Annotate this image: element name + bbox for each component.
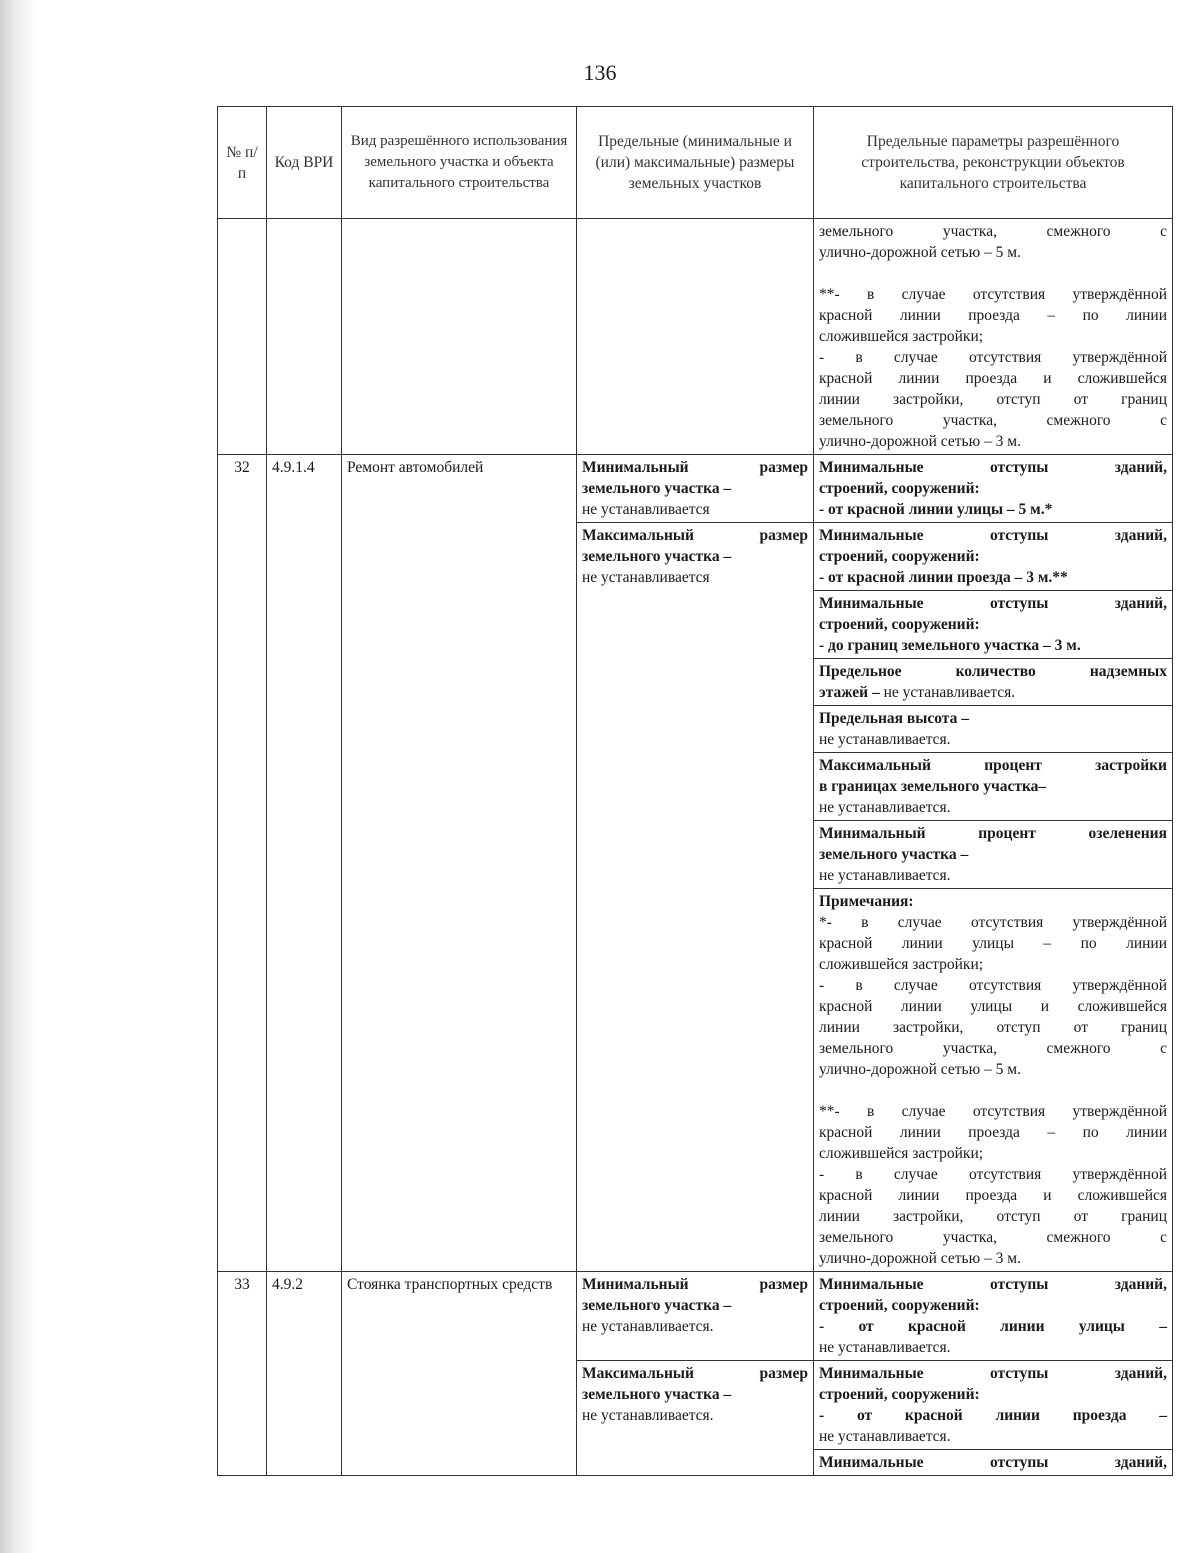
table-row-32 [218, 455, 1173, 523]
row32-max-size: Максимальный размер земельного участка – не устанавливается [577, 523, 814, 1272]
row32-param-3: Минимальные отступы зданий, строений, сооружений: - до границ земельного участка – 3 м. [814, 591, 1173, 659]
row32-notes: Примечания: *- в случае отсутствия утверждённой красной линии улицы – по линии сложившейся застройки; - в случае отсутствия утверждённой красной линии улицы и сложившейся линии застройки, отступ от границ земельного участка, смежного с улично-дорожной сетью – 5 м. **- в случае отсутствия утверждённой красной линии проезда – по линии сложившейся застройки; - в случае отсутствия утверждённой красной линии проезда и сложившейся линии застройки, отступ от границ земельного участка, смежного с улично-дорожной сетью – 3 м. [814, 889, 1173, 1272]
row32-param-5: Предельная высота – не устанавливается. [814, 706, 1173, 753]
row33-min-size: Минимальный размер земельного участка – не устанавливается. [577, 1272, 814, 1361]
row33-param-2: Минимальные отступы зданий, строений, сооружений: - от красной линии проезда – не устанавливается. [814, 1361, 1173, 1450]
table-row-33 [218, 1272, 1173, 1361]
table-header-row [218, 107, 1173, 219]
row32-param-1: Минимальные отступы зданий, строений, сооружений: - от красной линии улицы – 5 м.* [814, 455, 1173, 523]
row32-param-2: Минимальные отступы зданий, строений, сооружений: - от красной линии проезда – 3 м.** [814, 523, 1173, 591]
header-num: № п/п [218, 107, 267, 219]
row32-num: 32 [218, 455, 267, 1272]
row32-param-4: Предельное количество надземных этажей – не устанавливается. [814, 659, 1173, 706]
row33-kind: Стоянка транспортных средств [342, 1272, 577, 1476]
row32-min-size: Минимальный размер земельного участка – не устанавливается [577, 455, 814, 523]
header-code: Код ВРИ [267, 107, 342, 219]
row33-param-1: Минимальные отступы зданий, строений, сооружений: - от красной линии улицы – не устанавливается. [814, 1272, 1173, 1361]
row32-kind: Ремонт автомобилей [342, 455, 577, 1272]
row33-num: 33 [218, 1272, 267, 1476]
land-use-table [217, 106, 1173, 1476]
row32-code: 4.9.1.4 [267, 455, 342, 1272]
page-number: 136 [583, 60, 617, 85]
row33-code: 4.9.2 [267, 1272, 342, 1476]
table-row-continued [218, 219, 1173, 455]
row32-param-6: Максимальный процент застройки в границах земельного участка– не устанавливается. [814, 753, 1173, 821]
continued-params-cell: земельного участка, смежного с улично-дорожной сетью – 5 м. **- в случае отсутствия утверждённой красной линии проезда – по линии сложившейся застройки; - в случае отсутствия утверждённой красной линии проезда и сложившейся линии застройки, отступ от границ земельного участка, смежного с улично-дорожной сетью – 3 м. [814, 219, 1173, 455]
header-sizes: Предельные (минимальные и (или) максимальные) размеры земельных участков [577, 107, 814, 219]
header-kind: Вид разрешённого использования земельного участка и объекта капитального строительства [342, 107, 577, 219]
row33-max-size: Максимальный размер земельного участка – не устанавливается. [577, 1361, 814, 1476]
scan-edge-shadow [0, 0, 38, 1553]
header-params: Предельные параметры разрешённого строительства, реконструкции объектов капитального строительства [814, 107, 1173, 219]
row33-param-3: Минимальные отступы зданий, [814, 1450, 1173, 1476]
row32-param-7: Минимальный процент озеленения земельного участка – не устанавливается. [814, 821, 1173, 889]
